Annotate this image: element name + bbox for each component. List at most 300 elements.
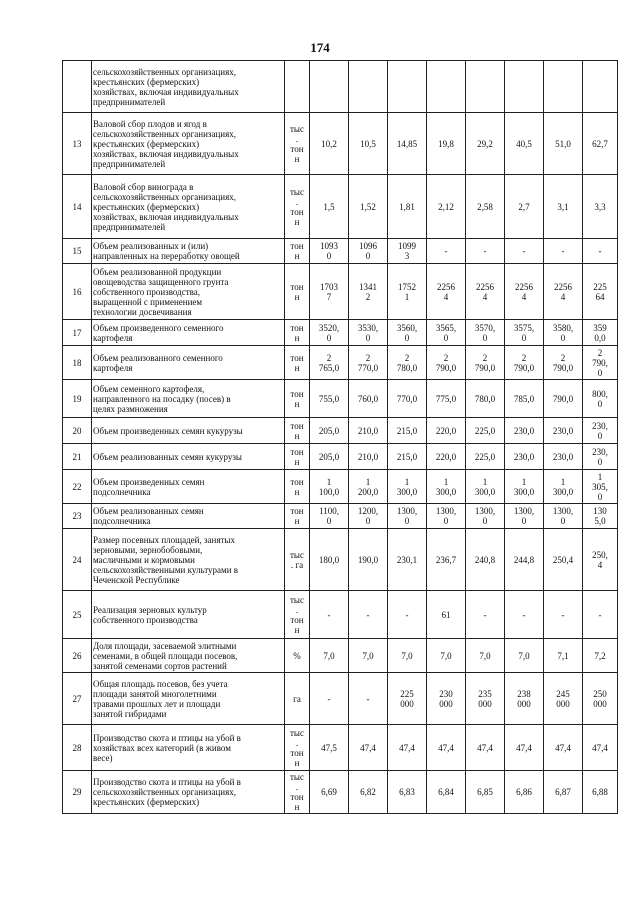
unit-cell [285, 591, 310, 639]
value-cell [310, 320, 349, 346]
unit-cell [285, 673, 310, 725]
value-cell [427, 529, 466, 591]
value-cell-text: 47,4 [516, 742, 532, 753]
value-cell [583, 61, 618, 113]
value-cell-text: 47,4 [360, 742, 376, 753]
value-cell [427, 771, 466, 814]
value-cell-text: 1 300,0 [513, 476, 535, 497]
value-cell-text: 230, 0 [592, 446, 608, 467]
value-cell [544, 504, 583, 529]
value-cell [388, 591, 427, 639]
row-number-text: 25 [72, 609, 82, 620]
table-row [63, 175, 618, 239]
value-cell-text: 10,2 [321, 138, 337, 149]
value-cell [349, 175, 388, 239]
indicator-name-text: Валовой сбор плодов и ягод в сельскохозяйственных организациях, крестьянских (фермерских) хозяйствах, включая индивидуальных предпринимателей [93, 118, 239, 169]
value-cell-text: 3,1 [557, 201, 569, 212]
value-cell [388, 175, 427, 239]
value-cell-text: 47,5 [321, 742, 337, 753]
value-cell [310, 725, 349, 771]
value-cell [349, 470, 388, 504]
value-cell [388, 470, 427, 504]
table-row [63, 529, 618, 591]
value-cell-text: 1300, 0 [552, 506, 574, 526]
unit-cell [285, 470, 310, 504]
value-cell-text: 6,83 [399, 787, 415, 797]
value-cell [505, 725, 544, 771]
value-cell-text: 359 0,0 [593, 322, 607, 343]
value-cell-text: - [405, 609, 409, 620]
value-cell-text: 10,5 [360, 138, 376, 149]
indicator-name [92, 418, 285, 444]
table-row [63, 504, 618, 529]
unit-cell-text: % [293, 650, 301, 661]
value-cell [505, 418, 544, 444]
value-cell-text: 244,8 [513, 554, 535, 565]
value-cell-text: - [483, 246, 487, 256]
value-cell [583, 175, 618, 239]
value-cell-text: 2 790,0 [552, 352, 574, 373]
value-cell [310, 380, 349, 418]
value-cell [466, 61, 505, 113]
value-cell [544, 771, 583, 814]
value-cell-text: 1 200,0 [357, 476, 379, 497]
unit-cell-text: тыс . тон н [290, 727, 304, 768]
row-number-text: 18 [72, 357, 82, 368]
value-cell-text: 790,0 [552, 393, 574, 404]
value-cell [544, 380, 583, 418]
value-cell-text: 2256 4 [476, 281, 494, 302]
value-cell-text: 225 64 [593, 281, 607, 302]
row-number-text: 24 [72, 554, 82, 565]
value-cell-text: 1 300,0 [396, 476, 418, 497]
unit-cell-text: тыс . га [290, 549, 304, 570]
row-number [63, 504, 92, 529]
row-number-text: 13 [72, 138, 82, 149]
row-number-text: 17 [72, 327, 82, 338]
value-cell-text: 1200, 0 [357, 506, 379, 526]
table-row [63, 725, 618, 771]
indicator-name-text: Реализация зерновых культур собственного производства [93, 604, 207, 625]
value-cell-text: 6,69 [321, 787, 337, 797]
unit-cell-text: тон н [290, 322, 304, 343]
value-cell [583, 444, 618, 470]
value-cell [349, 380, 388, 418]
unit-cell [285, 444, 310, 470]
value-cell [505, 591, 544, 639]
value-cell-text: 3575, 0 [513, 322, 535, 343]
unit-cell-text: тыс . тон н [290, 594, 304, 635]
value-cell-text: 770,0 [396, 393, 418, 404]
row-number-text: 15 [72, 246, 82, 256]
table-row [63, 264, 618, 320]
value-cell-text: 7,0 [362, 650, 374, 661]
value-cell-text: 230,1 [396, 554, 418, 565]
value-cell [310, 418, 349, 444]
table-row [63, 346, 618, 380]
value-cell-text: 780,0 [474, 393, 496, 404]
unit-cell [285, 771, 310, 814]
value-cell [583, 470, 618, 504]
value-cell [310, 529, 349, 591]
indicator-name [92, 639, 285, 673]
value-cell-text: 225 000 [400, 688, 414, 709]
value-cell-text: 47,4 [399, 742, 415, 753]
value-cell [388, 504, 427, 529]
value-cell [427, 113, 466, 175]
value-cell-text: 2 765,0 [318, 352, 340, 373]
value-cell [505, 639, 544, 673]
value-cell [544, 346, 583, 380]
value-cell-text: 236,7 [435, 554, 457, 565]
value-cell [427, 591, 466, 639]
value-cell [349, 725, 388, 771]
value-cell-text: - [444, 246, 448, 256]
unit-cell-text: тон н [290, 420, 304, 441]
unit-cell-text: га [293, 693, 301, 704]
row-number [63, 380, 92, 418]
unit-cell [285, 504, 310, 529]
value-cell-text: 47,4 [592, 742, 608, 753]
value-cell [583, 529, 618, 591]
value-cell-text: 1 300,0 [474, 476, 496, 497]
value-cell [466, 639, 505, 673]
indicator-name-text: Производство скота и птицы на убой в хозяйствах всех категорий (в живом весе) [93, 732, 241, 763]
value-cell [349, 113, 388, 175]
value-cell [427, 380, 466, 418]
unit-cell-text: тыс . тон н [290, 186, 304, 227]
value-cell-text: - [561, 246, 565, 256]
value-cell-text: 7,0 [518, 650, 530, 661]
value-cell [310, 673, 349, 725]
value-cell [466, 113, 505, 175]
value-cell-text: 220,0 [435, 451, 457, 462]
value-cell-text: - [561, 609, 565, 620]
unit-cell-text: тон н [290, 352, 304, 373]
value-cell-text: 2 770,0 [357, 352, 379, 373]
value-cell [310, 175, 349, 239]
unit-cell-text: тыс . тон н [290, 123, 304, 164]
indicator-name-text: Объем реализованной продукции овощеводства защищенного грунта собственного производства, выращенной с применением технологии досвечивания [93, 266, 229, 317]
value-cell-text: 3530, 0 [357, 322, 379, 343]
value-cell-text: 62,7 [592, 138, 608, 149]
value-cell [349, 504, 388, 529]
table-row [63, 673, 618, 725]
value-cell [583, 725, 618, 771]
value-cell-text: 6,88 [592, 787, 608, 797]
row-number [63, 470, 92, 504]
table-row [63, 591, 618, 639]
row-number [63, 591, 92, 639]
indicator-name [92, 771, 285, 814]
value-cell-text: 7,0 [323, 650, 335, 661]
value-cell [427, 320, 466, 346]
value-cell [427, 639, 466, 673]
value-cell-text: - [327, 609, 331, 620]
value-cell [505, 504, 544, 529]
row-number [63, 113, 92, 175]
value-cell-text: 6,87 [555, 787, 571, 797]
indicator-name-text: Объем произведенного семенного картофеля [93, 322, 224, 343]
unit-cell [285, 61, 310, 113]
indicator-name [92, 61, 285, 113]
value-cell-text: 1300, 0 [396, 506, 418, 526]
indicator-name-text: Размер посевных площадей, занятых зерновыми, зернобобовыми, масличными и кормовыми сельскохозяйственными культурами в Чеченской Республике [93, 534, 239, 585]
value-cell-text: 210,0 [357, 451, 379, 462]
value-cell-text: 205,0 [318, 451, 340, 462]
value-cell-text: 47,4 [438, 742, 454, 753]
value-cell [583, 346, 618, 380]
indicator-name [92, 113, 285, 175]
value-cell-text: 1300, 0 [513, 506, 535, 526]
value-cell-text: 29,2 [477, 138, 493, 149]
value-cell-text: 3560, 0 [396, 322, 418, 343]
value-cell [544, 529, 583, 591]
value-cell-text: 210,0 [357, 425, 379, 436]
value-cell [388, 239, 427, 264]
row-number [63, 771, 92, 814]
row-number-text: 16 [72, 286, 82, 297]
value-cell-text: 7,0 [440, 650, 452, 661]
value-cell-text: 1 300,0 [435, 476, 457, 497]
value-cell [427, 418, 466, 444]
table-row [63, 380, 618, 418]
value-cell-text: 61 [441, 609, 451, 620]
value-cell [388, 264, 427, 320]
value-cell-text: 40,5 [516, 138, 532, 149]
value-cell [388, 673, 427, 725]
indicator-name [92, 725, 285, 771]
value-cell [583, 591, 618, 639]
value-cell [544, 418, 583, 444]
value-cell-text: 3570, 0 [474, 322, 496, 343]
value-cell [427, 175, 466, 239]
unit-cell-text: тон н [290, 446, 304, 467]
unit-cell-text: тон н [290, 506, 304, 526]
value-cell [388, 444, 427, 470]
value-cell-text: 230,0 [552, 451, 574, 462]
value-cell-text: - [366, 609, 370, 620]
value-cell [349, 320, 388, 346]
row-number [63, 320, 92, 346]
indicator-name-text: Объем реализованных семян подсолнечника [93, 506, 204, 526]
value-cell-text: 760,0 [357, 393, 379, 404]
row-number [63, 444, 92, 470]
value-cell-text: 240,8 [474, 554, 496, 565]
value-cell [505, 444, 544, 470]
value-cell-text: 3520, 0 [318, 322, 340, 343]
value-cell [466, 725, 505, 771]
unit-cell [285, 320, 310, 346]
value-cell [349, 418, 388, 444]
value-cell [310, 61, 349, 113]
value-cell-text: 250 000 [593, 688, 607, 709]
table-row [63, 444, 618, 470]
value-cell [310, 591, 349, 639]
value-cell [388, 113, 427, 175]
value-cell [349, 346, 388, 380]
value-cell [349, 591, 388, 639]
unit-cell [285, 113, 310, 175]
unit-cell [285, 346, 310, 380]
value-cell-text: 1 300,0 [552, 476, 574, 497]
value-cell-text: 230,0 [552, 425, 574, 436]
value-cell [544, 61, 583, 113]
value-cell [505, 264, 544, 320]
row-number [63, 61, 92, 113]
value-cell-text: - [598, 246, 602, 256]
value-cell [427, 504, 466, 529]
value-cell [466, 504, 505, 529]
row-number-text: 19 [72, 393, 82, 404]
value-cell [388, 380, 427, 418]
value-cell-text: 230,0 [513, 451, 535, 462]
row-number [63, 725, 92, 771]
value-cell-text: 47,4 [477, 742, 493, 753]
value-cell-text: 1100, 0 [319, 506, 339, 526]
value-cell [466, 673, 505, 725]
row-number-text: 20 [72, 425, 82, 436]
value-cell [427, 673, 466, 725]
value-cell [427, 239, 466, 264]
value-cell-text: 2256 4 [515, 281, 533, 302]
value-cell [544, 591, 583, 639]
unit-cell [285, 239, 310, 264]
value-cell-text: 775,0 [435, 393, 457, 404]
row-number [63, 639, 92, 673]
row-number [63, 264, 92, 320]
indicator-name-text: Объем произведенных семян кукурузы [93, 425, 243, 436]
value-cell [310, 113, 349, 175]
unit-cell-text: тон н [290, 241, 304, 261]
value-cell-text: 1300, 0 [435, 506, 457, 526]
value-cell-text: 7,1 [557, 650, 569, 661]
value-cell-text: 2 790,0 [474, 352, 496, 373]
indicator-name [92, 264, 285, 320]
row-number-text: 14 [72, 201, 82, 212]
value-cell [388, 61, 427, 113]
value-cell [505, 175, 544, 239]
unit-cell [285, 380, 310, 418]
indicator-name [92, 175, 285, 239]
value-cell [505, 529, 544, 591]
indicator-name-text: Объем реализованных семян кукурузы [93, 451, 242, 462]
value-cell-text: 2,58 [477, 201, 493, 212]
unit-cell-text: тыс . тон н [290, 772, 304, 812]
value-cell-text: 2,7 [518, 201, 530, 212]
indicator-name [92, 239, 285, 264]
table-row [63, 113, 618, 175]
row-number-text: 27 [72, 693, 82, 704]
value-cell [427, 725, 466, 771]
value-cell [349, 444, 388, 470]
value-cell [388, 529, 427, 591]
value-cell-text: - [327, 693, 331, 704]
indicator-name-text: Общая площадь посевов, без учета площади занятой многолетними травами прошлых лет и площади занятой гибридами [93, 678, 228, 719]
value-cell [310, 470, 349, 504]
value-cell [505, 380, 544, 418]
indicator-name [92, 470, 285, 504]
indicator-name-text: Объем реализованного семенного картофеля [93, 352, 223, 373]
value-cell [466, 239, 505, 264]
row-number-text: 29 [72, 787, 82, 797]
table-row [63, 239, 618, 264]
unit-cell [285, 529, 310, 591]
value-cell [310, 264, 349, 320]
value-cell [505, 470, 544, 504]
value-cell-text: 225,0 [474, 451, 496, 462]
value-cell-text: 1752 1 [398, 281, 416, 302]
value-cell [310, 504, 349, 529]
row-number [63, 175, 92, 239]
value-cell [583, 380, 618, 418]
value-cell [505, 61, 544, 113]
table-row [63, 320, 618, 346]
value-cell [388, 346, 427, 380]
value-cell [466, 380, 505, 418]
value-cell [544, 470, 583, 504]
value-cell [583, 113, 618, 175]
value-cell-text: - [522, 609, 526, 620]
value-cell-text: 19,8 [438, 138, 454, 149]
value-cell [583, 418, 618, 444]
indicator-name [92, 346, 285, 380]
value-cell [466, 264, 505, 320]
unit-cell-text: тон н [290, 476, 304, 497]
value-cell-text: 6,86 [516, 787, 532, 797]
table-row [63, 639, 618, 673]
value-cell-text: 6,85 [477, 787, 493, 797]
value-cell-text: 2 790, 0 [592, 347, 608, 378]
value-cell-text: 238 000 [517, 688, 531, 709]
value-cell [427, 61, 466, 113]
value-cell [310, 239, 349, 264]
value-cell [466, 418, 505, 444]
table-row [63, 771, 618, 814]
value-cell [349, 239, 388, 264]
value-cell [349, 264, 388, 320]
value-cell [349, 673, 388, 725]
value-cell-text: 1096 0 [359, 241, 377, 261]
value-cell-text: 205,0 [318, 425, 340, 436]
value-cell-text: 755,0 [318, 393, 340, 404]
value-cell-text: 3565, 0 [435, 322, 457, 343]
indicator-name [92, 444, 285, 470]
indicator-name-text: Объем семенного картофеля, направленного на посадку (посев) в целях размножения [93, 383, 231, 414]
value-cell-text: 47,4 [555, 742, 571, 753]
value-cell [544, 264, 583, 320]
row-number [63, 673, 92, 725]
value-cell-text: 800, 0 [592, 388, 608, 409]
value-cell-text: 130 5,0 [593, 506, 607, 526]
value-cell [388, 320, 427, 346]
value-cell-text: 2 790,0 [435, 352, 457, 373]
unit-cell-text: тон н [290, 388, 304, 409]
value-cell [388, 639, 427, 673]
value-cell-text: 7,0 [401, 650, 413, 661]
indicator-name-text: Объем реализованных и (или) направленных на переработку овощей [93, 241, 240, 261]
value-cell-text: 215,0 [396, 451, 418, 462]
value-cell [583, 320, 618, 346]
value-cell-text: 220,0 [435, 425, 457, 436]
row-number [63, 346, 92, 380]
value-cell [544, 239, 583, 264]
value-cell [544, 673, 583, 725]
page-number: 174 [310, 40, 330, 55]
value-cell [427, 264, 466, 320]
value-cell [583, 639, 618, 673]
value-cell [466, 175, 505, 239]
